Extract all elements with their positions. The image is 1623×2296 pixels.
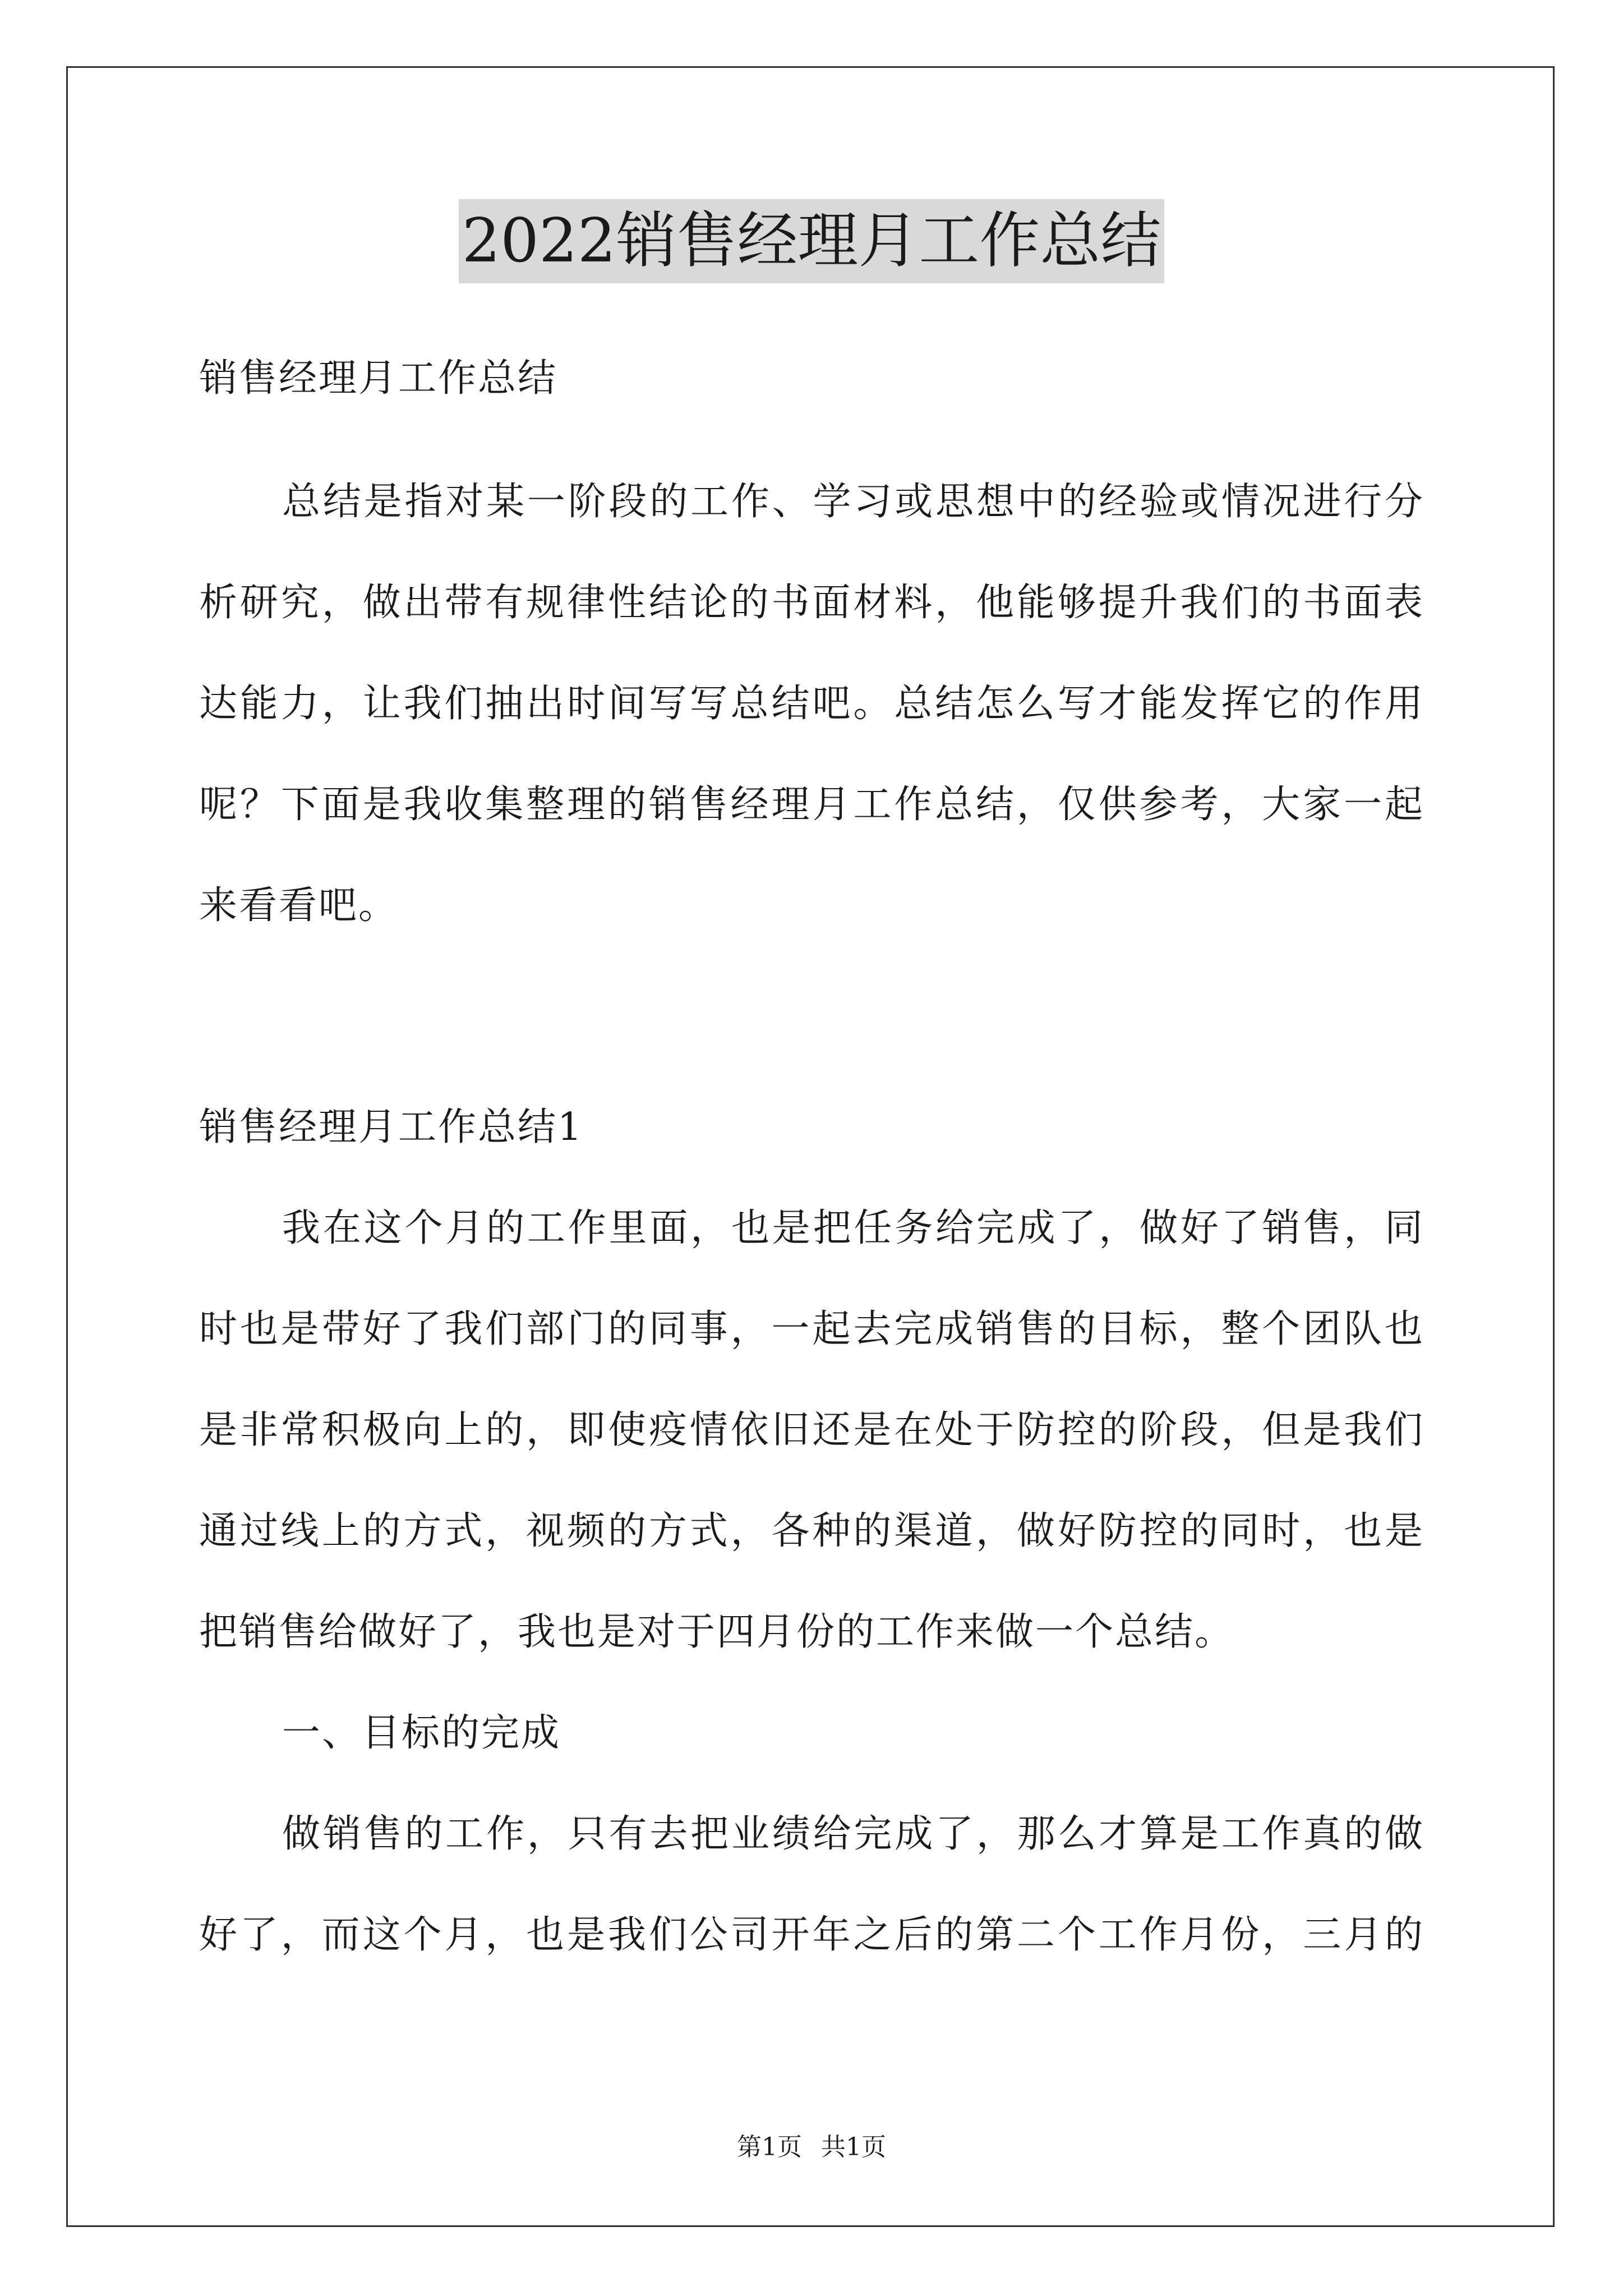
intro-line-5: 来看看吧。 [199, 884, 399, 928]
page-number: 第1页 [737, 2133, 802, 2161]
title-container [0, 199, 1623, 283]
section1-line-5: 把销售给做好了，我也是对于四月份的工作来做一个总结。 [199, 1610, 1235, 1654]
section1-line-2: 时也是带好了我们部门的同事，一起去完成销售的目标，整个团队也 [199, 1307, 1424, 1351]
para2-line-2: 好了，而这个月，也是我们公司开年之后的第二个工作月份，三月的 [199, 1913, 1424, 1957]
subtitle: 销售经理月工作总结 [199, 356, 558, 401]
intro-line-3: 达能力，让我们抽出时间写写总结吧。总结怎么写才能发挥它的作用 [199, 682, 1424, 726]
intro-line-2: 析研究，做出带有规律性结论的书面材料，他能够提升我们的书面表 [199, 581, 1424, 625]
intro-line-1: 总结是指对某一阶段的工作、学习或思想中的经验或情况进行分 [282, 480, 1424, 524]
para2-line-1: 做销售的工作，只有去把业绩给完成了，那么才算是工作真的做 [282, 1812, 1424, 1856]
section1-line-4: 通过线上的方式，视频的方式，各种的渠道，做好防控的同时，也是 [199, 1509, 1424, 1553]
document-title: 2022销售经理月工作总结 [459, 199, 1165, 283]
section1-line-1: 我在这个月的工作里面，也是把任务给完成了，做好了销售，同 [282, 1206, 1424, 1250]
subheading-goal: 一、目标的完成 [282, 1711, 561, 1755]
section-heading-1: 销售经理月工作总结1 [199, 1105, 584, 1149]
page-total: 共1页 [821, 2133, 886, 2161]
section1-line-3: 是非常积极向上的，即使疫情依旧还是在处于防控的阶段，但是我们 [199, 1408, 1424, 1452]
intro-line-4: 呢？下面是我收集整理的销售经理月工作总结，仅供参考，大家一起 [199, 783, 1424, 827]
page-footer [0, 2131, 1623, 2164]
